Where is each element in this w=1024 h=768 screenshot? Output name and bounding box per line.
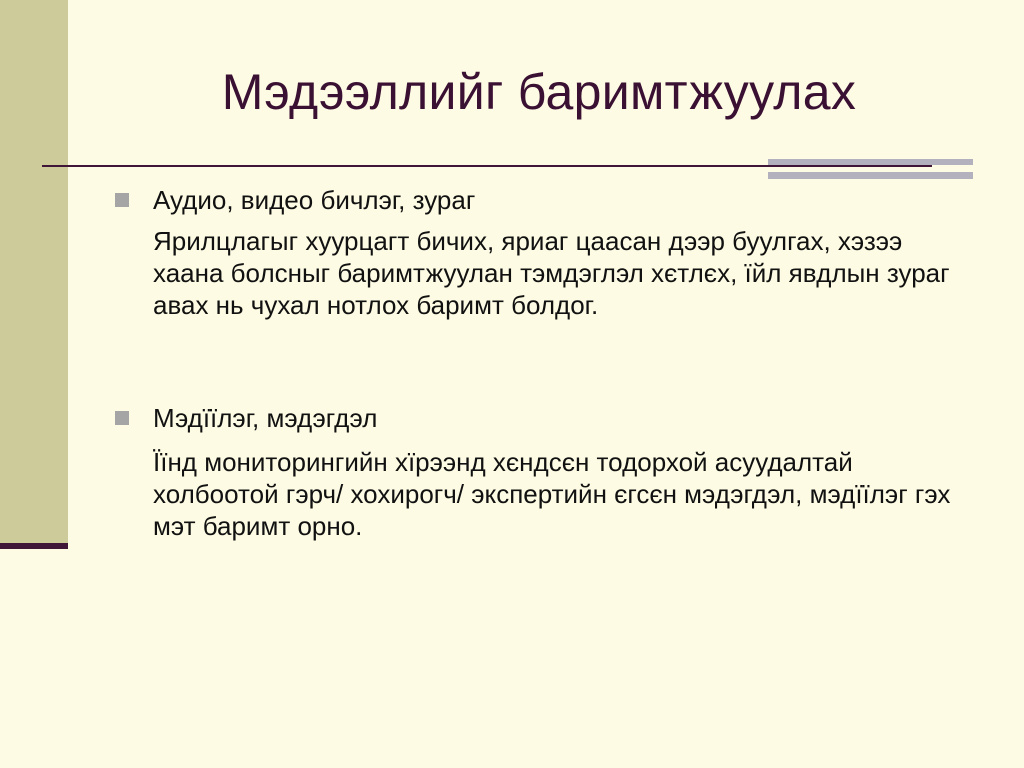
- bullet-heading: Мэдїїлэг, мэдэгдэл: [153, 403, 378, 433]
- slide-title: Мэдээллийг баримтжуулах: [221, 64, 857, 120]
- accent-bar-top: [768, 159, 973, 165]
- left-band-underline: [0, 543, 68, 549]
- bullet-square-icon: [115, 411, 129, 425]
- accent-bar-bottom: [768, 172, 973, 179]
- bullet-square-icon: [115, 193, 129, 207]
- bullet-body: Їїнд мониторингийн хїрээнд хєндсєн тодорхой асуудалтай холбоотой гэрч/ хохирогч/ экспертийн єгсєн мэдэгдэл, мэдїїлэг гэх мэт баримт орно.: [153, 447, 951, 541]
- bullet-heading: Аудио, видео бичлэг, зураг: [153, 185, 476, 215]
- bullet-body: Ярилцлагыг хуурцагт бичих, яриаг цаасан дээр буулгах, хэзээ хаана болсныг баримтжуулан тэмдэглэл хєтлєх, їйл явдлын зураг авах нь чухал нотлох баримт болдог.: [153, 226, 950, 320]
- title-divider: [42, 165, 932, 167]
